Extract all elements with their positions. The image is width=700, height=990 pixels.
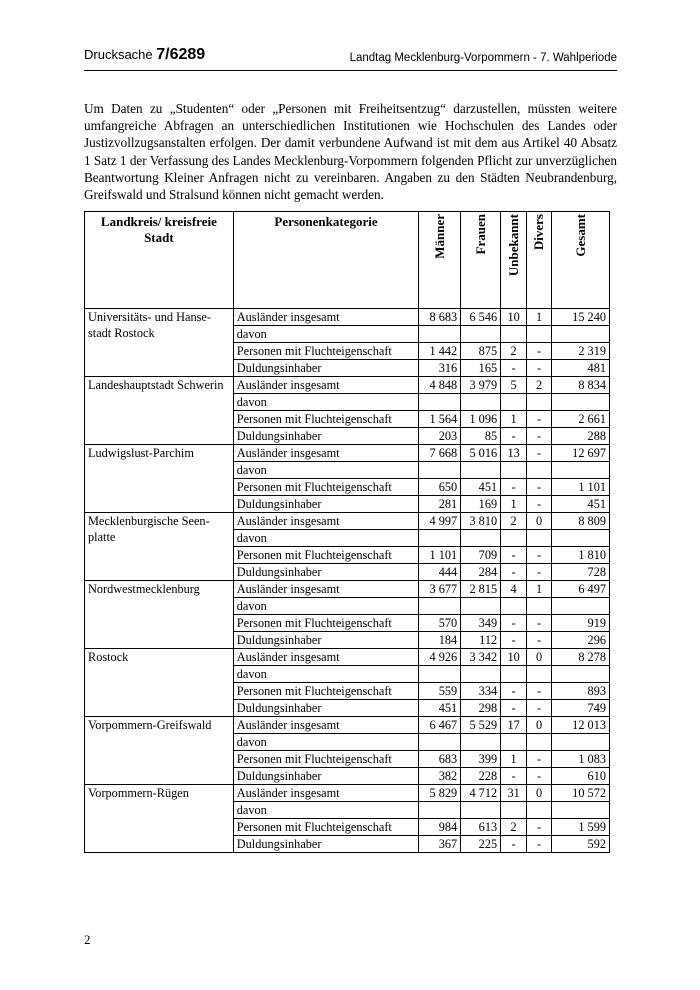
category-cell: Ausländer insgesamt [233, 649, 418, 666]
women-cell: 613 [461, 819, 501, 836]
men-cell: 984 [419, 819, 461, 836]
total-cell: 451 [552, 496, 610, 513]
men-cell: 1 442 [419, 343, 461, 360]
women-cell: 5 529 [461, 717, 501, 734]
diverse-cell: - [527, 819, 552, 836]
category-cell: Personen mit Fluchteigenschaft [233, 615, 418, 632]
diverse-cell: 0 [527, 785, 552, 802]
men-cell: 3 677 [419, 581, 461, 598]
unknown-cell: - [501, 836, 527, 853]
region-total-row [85, 717, 610, 734]
unknown-cell: 17 [501, 717, 527, 734]
header-men [419, 212, 461, 309]
region-name: Vorpommern-Rügen [85, 785, 234, 853]
unknown-cell: - [501, 360, 527, 377]
total-cell: 749 [552, 700, 610, 717]
header-women-label: Frauen [472, 214, 488, 255]
parliament-label: Landtag Mecklenburg-Vorpommern - 7. Wahlperiode [349, 52, 617, 64]
category-cell: Personen mit Fluchteigenschaft [233, 819, 418, 836]
women-cell: 709 [461, 547, 501, 564]
empty-cell [419, 530, 461, 547]
men-cell: 184 [419, 632, 461, 649]
davon-label: davon [233, 394, 418, 411]
total-cell: 15 240 [552, 309, 610, 326]
header-category: Personenkategorie [233, 212, 418, 309]
empty-cell [501, 394, 527, 411]
women-cell: 225 [461, 836, 501, 853]
diverse-cell: - [527, 496, 552, 513]
empty-cell [461, 326, 501, 343]
men-cell: 316 [419, 360, 461, 377]
region-total-row [85, 649, 610, 666]
diverse-cell: 2 [527, 377, 552, 394]
women-cell: 3 342 [461, 649, 501, 666]
total-cell: 2 319 [552, 343, 610, 360]
category-cell: Duldungsinhaber [233, 632, 418, 649]
category-cell: Ausländer insgesamt [233, 785, 418, 802]
region-name: Rostock [85, 649, 234, 717]
men-cell: 1 101 [419, 547, 461, 564]
empty-cell [461, 734, 501, 751]
davon-label: davon [233, 326, 418, 343]
header-men-label: Männer [431, 214, 447, 259]
men-cell: 281 [419, 496, 461, 513]
diverse-cell: - [527, 836, 552, 853]
doc-number: 7/6289 [156, 46, 206, 63]
unknown-cell: 2 [501, 513, 527, 530]
header-total-label: Gesamt [572, 214, 588, 257]
diverse-cell: - [527, 479, 552, 496]
unknown-cell: - [501, 768, 527, 785]
header-diverse-label: Divers [531, 214, 547, 251]
header-women [461, 212, 501, 309]
diverse-cell: - [527, 751, 552, 768]
empty-cell [552, 462, 610, 479]
men-cell: 4 997 [419, 513, 461, 530]
empty-cell [419, 394, 461, 411]
category-cell: Duldungsinhaber [233, 360, 418, 377]
empty-cell [527, 530, 552, 547]
empty-cell [419, 802, 461, 819]
document-number [84, 46, 205, 64]
davon-label: davon [233, 734, 418, 751]
men-cell: 650 [419, 479, 461, 496]
region-name: Universitäts- und Hansestadt Rostock [85, 309, 234, 377]
davon-label: davon [233, 802, 418, 819]
unknown-cell: - [501, 428, 527, 445]
women-cell: 228 [461, 768, 501, 785]
unknown-cell: - [501, 700, 527, 717]
category-cell: Ausländer insgesamt [233, 717, 418, 734]
category-cell: Ausländer insgesamt [233, 513, 418, 530]
women-cell: 112 [461, 632, 501, 649]
unknown-cell: - [501, 479, 527, 496]
empty-cell [461, 802, 501, 819]
empty-cell [552, 734, 610, 751]
diverse-cell: - [527, 547, 552, 564]
empty-cell [501, 734, 527, 751]
unknown-cell: 10 [501, 649, 527, 666]
davon-label: davon [233, 530, 418, 547]
diverse-cell: - [527, 615, 552, 632]
region-name: Vorpommern-Greifswald [85, 717, 234, 785]
total-cell: 1 083 [552, 751, 610, 768]
empty-cell [419, 666, 461, 683]
men-cell: 683 [419, 751, 461, 768]
total-cell: 893 [552, 683, 610, 700]
total-cell: 8 809 [552, 513, 610, 530]
women-cell: 4 712 [461, 785, 501, 802]
women-cell: 349 [461, 615, 501, 632]
empty-cell [461, 598, 501, 615]
header-total [552, 212, 610, 309]
women-cell: 5 016 [461, 445, 501, 462]
total-cell: 12 013 [552, 717, 610, 734]
region-total-row [85, 513, 610, 530]
doc-label: Drucksache [84, 47, 153, 62]
unknown-cell: 2 [501, 819, 527, 836]
women-cell: 3 810 [461, 513, 501, 530]
total-cell: 12 697 [552, 445, 610, 462]
men-cell: 5 829 [419, 785, 461, 802]
total-cell: 728 [552, 564, 610, 581]
empty-cell [527, 326, 552, 343]
empty-cell [419, 326, 461, 343]
category-cell: Duldungsinhaber [233, 564, 418, 581]
total-cell: 1 810 [552, 547, 610, 564]
empty-cell [527, 802, 552, 819]
total-cell: 296 [552, 632, 610, 649]
unknown-cell: 1 [501, 411, 527, 428]
unknown-cell: 4 [501, 581, 527, 598]
category-cell: Personen mit Fluchteigenschaft [233, 547, 418, 564]
empty-cell [501, 802, 527, 819]
total-cell: 8 834 [552, 377, 610, 394]
region-name: Landeshauptstadt Schwerin [85, 377, 234, 445]
empty-cell [419, 462, 461, 479]
empty-cell [501, 598, 527, 615]
empty-cell [501, 462, 527, 479]
women-cell: 334 [461, 683, 501, 700]
diverse-cell: - [527, 632, 552, 649]
men-cell: 1 564 [419, 411, 461, 428]
header-unknown-label: Unbekannt [505, 214, 521, 277]
total-cell: 10 572 [552, 785, 610, 802]
total-cell: 919 [552, 615, 610, 632]
women-cell: 399 [461, 751, 501, 768]
men-cell: 4 926 [419, 649, 461, 666]
total-cell: 2 661 [552, 411, 610, 428]
total-cell: 8 278 [552, 649, 610, 666]
empty-cell [419, 734, 461, 751]
empty-cell [552, 802, 610, 819]
empty-cell [501, 666, 527, 683]
men-cell: 203 [419, 428, 461, 445]
category-cell: Ausländer insgesamt [233, 581, 418, 598]
empty-cell [461, 666, 501, 683]
empty-cell [527, 666, 552, 683]
davon-label: davon [233, 598, 418, 615]
empty-cell [419, 598, 461, 615]
header-region: Landkreis/ kreisfreie Stadt [85, 212, 234, 309]
total-cell: 288 [552, 428, 610, 445]
unknown-cell: 10 [501, 309, 527, 326]
total-cell: 6 497 [552, 581, 610, 598]
unknown-cell: - [501, 683, 527, 700]
diverse-cell: 1 [527, 309, 552, 326]
women-cell: 85 [461, 428, 501, 445]
table-body [85, 309, 610, 853]
men-cell: 4 848 [419, 377, 461, 394]
category-cell: Duldungsinhaber [233, 768, 418, 785]
region-total-row [85, 445, 610, 462]
total-cell: 610 [552, 768, 610, 785]
region-total-row [85, 309, 610, 326]
men-cell: 570 [419, 615, 461, 632]
men-cell: 451 [419, 700, 461, 717]
diverse-cell: 0 [527, 513, 552, 530]
diverse-cell: - [527, 564, 552, 581]
diverse-cell: - [527, 428, 552, 445]
men-cell: 559 [419, 683, 461, 700]
men-cell: 382 [419, 768, 461, 785]
unknown-cell: 31 [501, 785, 527, 802]
unknown-cell: - [501, 564, 527, 581]
women-cell: 451 [461, 479, 501, 496]
diverse-cell: - [527, 683, 552, 700]
women-cell: 3 979 [461, 377, 501, 394]
region-total-row [85, 581, 610, 598]
diverse-cell: - [527, 411, 552, 428]
total-cell: 592 [552, 836, 610, 853]
empty-cell [461, 462, 501, 479]
category-cell: Personen mit Fluchteigenschaft [233, 343, 418, 360]
page-number: 2 [84, 932, 91, 947]
category-cell: Personen mit Fluchteigenschaft [233, 411, 418, 428]
unknown-cell: - [501, 615, 527, 632]
unknown-cell: - [501, 632, 527, 649]
header-unknown [501, 212, 527, 309]
women-cell: 284 [461, 564, 501, 581]
diverse-cell: - [527, 360, 552, 377]
category-cell: Ausländer insgesamt [233, 309, 418, 326]
statistics-table [84, 211, 610, 853]
unknown-cell: 1 [501, 496, 527, 513]
category-cell: Ausländer insgesamt [233, 377, 418, 394]
women-cell: 298 [461, 700, 501, 717]
unknown-cell: 2 [501, 343, 527, 360]
category-cell: Personen mit Fluchteigenschaft [233, 751, 418, 768]
men-cell: 444 [419, 564, 461, 581]
men-cell: 7 668 [419, 445, 461, 462]
empty-cell [501, 326, 527, 343]
region-total-row [85, 377, 610, 394]
unknown-cell: 5 [501, 377, 527, 394]
total-cell: 1 101 [552, 479, 610, 496]
empty-cell [552, 598, 610, 615]
empty-cell [461, 394, 501, 411]
empty-cell [552, 530, 610, 547]
table-header-row [85, 212, 610, 309]
category-cell: Personen mit Fluchteigenschaft [233, 479, 418, 496]
women-cell: 165 [461, 360, 501, 377]
empty-cell [552, 394, 610, 411]
men-cell: 8 683 [419, 309, 461, 326]
empty-cell [527, 734, 552, 751]
women-cell: 6 546 [461, 309, 501, 326]
total-cell: 481 [552, 360, 610, 377]
women-cell: 875 [461, 343, 501, 360]
diverse-cell: - [527, 343, 552, 360]
women-cell: 1 096 [461, 411, 501, 428]
men-cell: 6 467 [419, 717, 461, 734]
women-cell: 2 815 [461, 581, 501, 598]
empty-cell [527, 394, 552, 411]
region-total-row [85, 785, 610, 802]
total-cell: 1 599 [552, 819, 610, 836]
header-diverse [527, 212, 552, 309]
region-name: Mecklenburgische Seenplatte [85, 513, 234, 581]
page-header [84, 44, 617, 71]
diverse-cell: 1 [527, 581, 552, 598]
region-name: Ludwigslust-Parchim [85, 445, 234, 513]
region-name: Nordwestmecklenburg [85, 581, 234, 649]
category-cell: Duldungsinhaber [233, 836, 418, 853]
empty-cell [552, 326, 610, 343]
intro-paragraph: Um Daten zu „Studenten“ oder „Personen mit Freiheitsentzug“ darzustellen, müssten weitere umfangreiche Abfragen an unterschiedlichen Institutionen wie Hochschulen des Landes oder Justizvollzugsanstalten erfolgen. Der damit verbundene Aufwand ist mit dem aus Artikel 40 Absatz 1 Satz 1 der Verfassung des Landes Mecklenburg-Vorpommern folgenden Pflicht zur unverzüglichen Beantwortung Kleiner Anfragen nicht zu vereinbaren. Angaben zu den Städten Neubrandenburg, Greifswald und Stralsund können nicht gemacht werden. [84, 101, 617, 203]
unknown-cell: 1 [501, 751, 527, 768]
unknown-cell: 13 [501, 445, 527, 462]
empty-cell [461, 530, 501, 547]
diverse-cell: 0 [527, 649, 552, 666]
empty-cell [527, 598, 552, 615]
category-cell: Personen mit Fluchteigenschaft [233, 683, 418, 700]
empty-cell [552, 666, 610, 683]
davon-label: davon [233, 462, 418, 479]
category-cell: Duldungsinhaber [233, 700, 418, 717]
category-cell: Duldungsinhaber [233, 496, 418, 513]
empty-cell [501, 530, 527, 547]
diverse-cell: - [527, 700, 552, 717]
category-cell: Ausländer insgesamt [233, 445, 418, 462]
empty-cell [527, 462, 552, 479]
davon-label: davon [233, 666, 418, 683]
diverse-cell: - [527, 768, 552, 785]
category-cell: Duldungsinhaber [233, 428, 418, 445]
diverse-cell: - [527, 445, 552, 462]
men-cell: 367 [419, 836, 461, 853]
women-cell: 169 [461, 496, 501, 513]
diverse-cell: 0 [527, 717, 552, 734]
unknown-cell: - [501, 547, 527, 564]
